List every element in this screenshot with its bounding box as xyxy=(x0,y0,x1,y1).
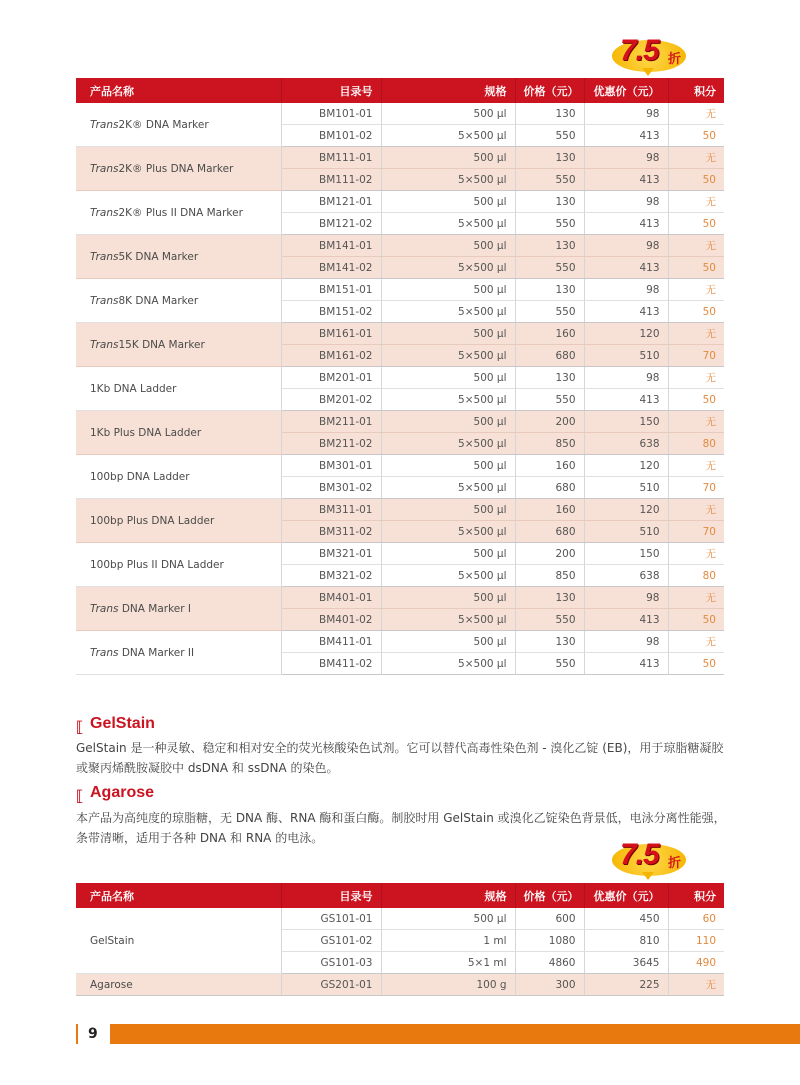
catalog-no: GS101-03 xyxy=(281,952,381,974)
table-row xyxy=(76,279,724,301)
catalog-no: BM141-01 xyxy=(281,235,381,257)
discount-price: 413 xyxy=(584,257,668,279)
header-points: 积分 xyxy=(668,78,724,103)
page-number: 9 xyxy=(76,1024,98,1044)
points: 无 xyxy=(668,631,724,653)
discount-price: 413 xyxy=(584,609,668,631)
catalog-no: BM201-02 xyxy=(281,389,381,411)
table-row xyxy=(76,147,724,169)
points: 无 xyxy=(668,103,724,125)
product-name-italic: Trans xyxy=(90,206,119,219)
points: 50 xyxy=(668,653,724,675)
product-name-text: DNA Marker II xyxy=(118,646,195,659)
spec: 5×500 µl xyxy=(381,433,515,455)
discount-price: 413 xyxy=(584,653,668,675)
product-name-text: 1Kb DNA Ladder xyxy=(90,382,177,395)
points: 无 xyxy=(668,543,724,565)
catalog-no: BM321-01 xyxy=(281,543,381,565)
points: 无 xyxy=(668,974,724,996)
table-row xyxy=(76,631,724,653)
points: 无 xyxy=(668,191,724,213)
points: 50 xyxy=(668,257,724,279)
table-row xyxy=(76,411,724,433)
discount-price: 413 xyxy=(584,213,668,235)
points: 80 xyxy=(668,565,724,587)
badge-tail xyxy=(642,68,654,76)
points: 50 xyxy=(668,609,724,631)
product-name-text: 100bp Plus II DNA Ladder xyxy=(90,558,224,571)
catalog-no: BM101-01 xyxy=(281,103,381,125)
table-row xyxy=(76,191,724,213)
points: 110 xyxy=(668,930,724,952)
product-name-italic: Trans xyxy=(90,162,119,175)
catalog-no: BM411-02 xyxy=(281,653,381,675)
spec: 5×500 µl xyxy=(381,653,515,675)
price: 550 xyxy=(515,125,584,147)
product-name xyxy=(76,103,281,147)
catalog-no: BM311-01 xyxy=(281,499,381,521)
spec: 5×500 µl xyxy=(381,609,515,631)
table-header-row xyxy=(76,78,724,103)
catalog-no: GS201-01 xyxy=(281,974,381,996)
discount-price: 98 xyxy=(584,147,668,169)
spec: 500 µl xyxy=(381,191,515,213)
marker-price-table xyxy=(76,78,724,675)
product-name-text: DNA Marker I xyxy=(118,602,192,615)
product-name-italic: Trans xyxy=(90,602,119,615)
spec: 500 µl xyxy=(381,455,515,477)
spec: 5×500 µl xyxy=(381,477,515,499)
section-title: GelStain xyxy=(90,715,161,733)
table-row xyxy=(76,103,724,125)
discount-price: 98 xyxy=(584,279,668,301)
points: 490 xyxy=(668,952,724,974)
product-name-text: 100bp DNA Ladder xyxy=(90,470,190,483)
badge-tail xyxy=(642,872,654,880)
spec: 500 µl xyxy=(381,235,515,257)
discount-price: 3645 xyxy=(584,952,668,974)
price: 550 xyxy=(515,169,584,191)
product-name xyxy=(76,543,281,587)
discount-price: 150 xyxy=(584,411,668,433)
price: 130 xyxy=(515,279,584,301)
table-row xyxy=(76,455,724,477)
spec: 100 g xyxy=(381,974,515,996)
points: 50 xyxy=(668,213,724,235)
product-name-text: GelStain xyxy=(90,934,135,947)
spec: 500 µl xyxy=(381,367,515,389)
points: 80 xyxy=(668,433,724,455)
spec: 500 µl xyxy=(381,103,515,125)
spec: 5×500 µl xyxy=(381,521,515,543)
discount-price: 413 xyxy=(584,301,668,323)
product-name xyxy=(76,499,281,543)
table-header-row xyxy=(76,883,724,908)
points: 50 xyxy=(668,125,724,147)
spec: 5×500 µl xyxy=(381,389,515,411)
price: 160 xyxy=(515,455,584,477)
section-bar xyxy=(176,789,724,801)
product-name-text: 100bp Plus DNA Ladder xyxy=(90,514,215,527)
product-name-text: 15K DNA Marker xyxy=(118,338,205,351)
product-name-text: 2K® DNA Marker xyxy=(118,118,209,131)
product-name-italic: Trans xyxy=(90,338,119,351)
catalog-no: BM321-02 xyxy=(281,565,381,587)
header-product-name: 产品名称 xyxy=(76,78,281,103)
spec: 5×500 µl xyxy=(381,565,515,587)
discount-price: 98 xyxy=(584,631,668,653)
header-spec: 规格 xyxy=(381,883,515,908)
discount-price: 510 xyxy=(584,521,668,543)
catalog-no: BM201-01 xyxy=(281,367,381,389)
price: 130 xyxy=(515,587,584,609)
product-name xyxy=(76,235,281,279)
price: 160 xyxy=(515,323,584,345)
price: 130 xyxy=(515,191,584,213)
product-name xyxy=(76,587,281,631)
description-line: GelStain 是一种灵敏、稳定和相对安全的荧光核酸染色试剂。它可以替代高毒性染色剂 - 溴化乙锭 (EB)，用于琼脂糖凝胶 xyxy=(76,741,724,755)
points: 无 xyxy=(668,587,724,609)
table-row xyxy=(76,367,724,389)
spec: 5×500 µl xyxy=(381,257,515,279)
discount-price: 638 xyxy=(584,433,668,455)
points: 无 xyxy=(668,323,724,345)
spec: 500 µl xyxy=(381,587,515,609)
product-name xyxy=(76,974,281,996)
catalog-no: BM151-01 xyxy=(281,279,381,301)
points: 70 xyxy=(668,521,724,543)
price: 200 xyxy=(515,543,584,565)
points: 无 xyxy=(668,147,724,169)
catalog-no: BM401-02 xyxy=(281,609,381,631)
spec: 500 µl xyxy=(381,908,515,930)
price: 4860 xyxy=(515,952,584,974)
discount-badge xyxy=(612,34,692,78)
price: 130 xyxy=(515,235,584,257)
price: 1080 xyxy=(515,930,584,952)
spec: 500 µl xyxy=(381,499,515,521)
discount-price: 413 xyxy=(584,389,668,411)
points: 70 xyxy=(668,477,724,499)
catalog-no: BM101-02 xyxy=(281,125,381,147)
catalog-no: BM121-02 xyxy=(281,213,381,235)
price: 130 xyxy=(515,103,584,125)
price: 300 xyxy=(515,974,584,996)
price: 550 xyxy=(515,213,584,235)
header-price: 价格（元） xyxy=(515,78,584,103)
discount-price: 98 xyxy=(584,235,668,257)
section-header-agarose xyxy=(76,786,724,804)
discount-price: 120 xyxy=(584,499,668,521)
discount-price: 98 xyxy=(584,587,668,609)
spec: 5×500 µl xyxy=(381,169,515,191)
table-row xyxy=(76,323,724,345)
catalog-no: GS101-02 xyxy=(281,930,381,952)
product-name-text: 5K DNA Marker xyxy=(118,250,199,263)
catalog-no: BM311-02 xyxy=(281,521,381,543)
catalog-no: BM411-01 xyxy=(281,631,381,653)
points: 无 xyxy=(668,235,724,257)
product-name-italic: Trans xyxy=(90,250,119,263)
catalog-no: BM121-01 xyxy=(281,191,381,213)
header-product-name: 产品名称 xyxy=(76,883,281,908)
discount-price: 510 xyxy=(584,345,668,367)
product-name xyxy=(76,411,281,455)
discount-price: 98 xyxy=(584,103,668,125)
catalog-no: BM211-02 xyxy=(281,433,381,455)
header-catalog-no: 目录号 xyxy=(281,883,381,908)
price: 130 xyxy=(515,147,584,169)
discount-price: 120 xyxy=(584,455,668,477)
discount-price: 450 xyxy=(584,908,668,930)
price: 680 xyxy=(515,521,584,543)
price: 130 xyxy=(515,631,584,653)
points: 无 xyxy=(668,455,724,477)
points: 无 xyxy=(668,411,724,433)
section-header-gelstain xyxy=(76,717,724,735)
product-name xyxy=(76,147,281,191)
product-name-italic: Trans xyxy=(90,118,119,131)
product-name xyxy=(76,908,281,974)
price: 160 xyxy=(515,499,584,521)
discount-price: 98 xyxy=(584,367,668,389)
price: 550 xyxy=(515,257,584,279)
spec: 500 µl xyxy=(381,279,515,301)
price: 550 xyxy=(515,301,584,323)
price: 550 xyxy=(515,389,584,411)
points: 70 xyxy=(668,345,724,367)
product-name xyxy=(76,279,281,323)
product-name-text: 8K DNA Marker xyxy=(118,294,199,307)
spec: 5×500 µl xyxy=(381,345,515,367)
price: 600 xyxy=(515,908,584,930)
bracket-icon: ⟦ xyxy=(76,718,84,736)
spec: 5×1 ml xyxy=(381,952,515,974)
discount-price: 98 xyxy=(584,191,668,213)
product-name xyxy=(76,367,281,411)
points: 50 xyxy=(668,301,724,323)
spec: 1 ml xyxy=(381,930,515,952)
catalog-no: BM211-01 xyxy=(281,411,381,433)
spec: 500 µl xyxy=(381,147,515,169)
catalog-no: BM161-01 xyxy=(281,323,381,345)
header-discount-price: 优惠价（元） xyxy=(584,78,668,103)
gelstain-description xyxy=(76,738,726,778)
table-row xyxy=(76,587,724,609)
header-price: 价格（元） xyxy=(515,883,584,908)
table-row xyxy=(76,974,724,996)
bracket-icon: ⟦ xyxy=(76,787,84,805)
badge-suffix: 折 xyxy=(668,52,682,67)
points: 无 xyxy=(668,499,724,521)
discount-price: 150 xyxy=(584,543,668,565)
catalog-no: GS101-01 xyxy=(281,908,381,930)
discount-price: 810 xyxy=(584,930,668,952)
discount-price: 225 xyxy=(584,974,668,996)
discount-price: 638 xyxy=(584,565,668,587)
discount-price: 413 xyxy=(584,125,668,147)
section-title: Agarose xyxy=(90,784,160,802)
header-spec: 规格 xyxy=(381,78,515,103)
discount-price: 413 xyxy=(584,169,668,191)
footer-bar xyxy=(110,1024,800,1044)
catalog-no: BM141-02 xyxy=(281,257,381,279)
product-name-text: 1Kb Plus DNA Ladder xyxy=(90,426,202,439)
gel-price-table xyxy=(76,883,724,996)
header-discount-price: 优惠价（元） xyxy=(584,883,668,908)
product-name-italic: Trans xyxy=(90,294,119,307)
price: 550 xyxy=(515,609,584,631)
table-row xyxy=(76,499,724,521)
badge-value: 7.5 xyxy=(620,34,659,67)
price: 850 xyxy=(515,433,584,455)
catalog-no: BM161-02 xyxy=(281,345,381,367)
product-name xyxy=(76,631,281,675)
section-bar xyxy=(176,720,724,732)
points: 50 xyxy=(668,169,724,191)
spec: 500 µl xyxy=(381,543,515,565)
price: 550 xyxy=(515,653,584,675)
description-line: 条带清晰，适用于各种 DNA 和 RNA 的电泳。 xyxy=(76,831,324,845)
catalog-no: BM151-02 xyxy=(281,301,381,323)
points: 60 xyxy=(668,908,724,930)
discount-price: 510 xyxy=(584,477,668,499)
product-name-text: 2K® Plus II DNA Marker xyxy=(118,206,243,219)
points: 无 xyxy=(668,367,724,389)
table-row xyxy=(76,908,724,930)
product-name xyxy=(76,455,281,499)
discount-badge xyxy=(612,838,692,882)
catalog-no: BM301-02 xyxy=(281,477,381,499)
description-line: 或聚丙烯酰胺凝胶中 dsDNA 和 ssDNA 的染色。 xyxy=(76,761,339,775)
discount-price: 120 xyxy=(584,323,668,345)
price: 850 xyxy=(515,565,584,587)
badge-value: 7.5 xyxy=(620,838,659,871)
price: 680 xyxy=(515,477,584,499)
product-name xyxy=(76,191,281,235)
product-name-italic: Trans xyxy=(90,646,119,659)
catalog-no: BM401-01 xyxy=(281,587,381,609)
spec: 5×500 µl xyxy=(381,301,515,323)
spec: 500 µl xyxy=(381,323,515,345)
points: 无 xyxy=(668,279,724,301)
spec: 5×500 µl xyxy=(381,125,515,147)
header-points: 积分 xyxy=(668,883,724,908)
catalog-no: BM111-02 xyxy=(281,169,381,191)
points: 50 xyxy=(668,389,724,411)
description-line: 本产品为高纯度的琼脂糖，无 DNA 酶、RNA 酶和蛋白酶。制胶时用 GelStain 或溴化乙锭染色背景低，电泳分离性能强， xyxy=(76,811,726,825)
price: 200 xyxy=(515,411,584,433)
spec: 500 µl xyxy=(381,631,515,653)
product-name-text: Agarose xyxy=(90,978,133,991)
price: 130 xyxy=(515,367,584,389)
badge-suffix: 折 xyxy=(668,856,682,871)
table-row xyxy=(76,235,724,257)
catalog-no: BM301-01 xyxy=(281,455,381,477)
price: 680 xyxy=(515,345,584,367)
spec: 500 µl xyxy=(381,411,515,433)
catalog-no: BM111-01 xyxy=(281,147,381,169)
product-name xyxy=(76,323,281,367)
spec: 5×500 µl xyxy=(381,213,515,235)
table-row xyxy=(76,543,724,565)
header-catalog-no: 目录号 xyxy=(281,78,381,103)
product-name-text: 2K® Plus DNA Marker xyxy=(118,162,234,175)
